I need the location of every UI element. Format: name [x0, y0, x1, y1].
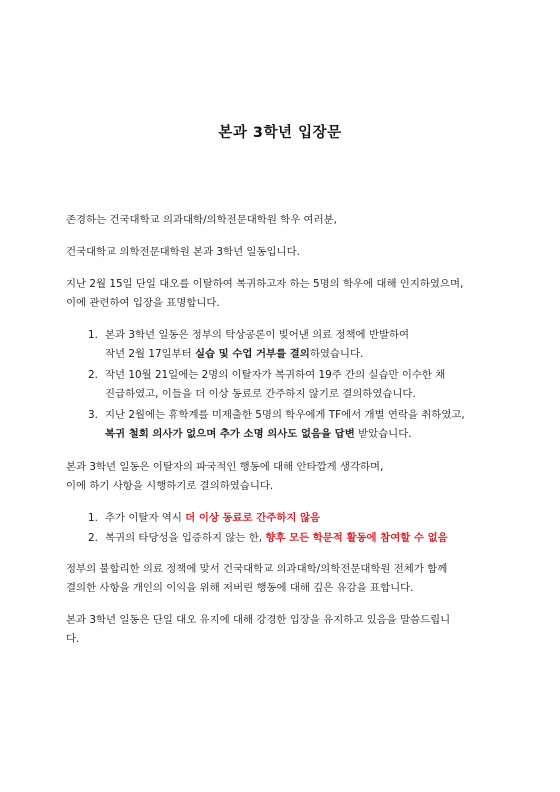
list-number: 2. [88, 369, 98, 381]
list-line: 작년 10월 21일에는 2명의 이탈자가 복귀하여 19주 간의 실습만 이수한 채 [105, 369, 446, 381]
bold-text: 실습 및 수업 거부를 결의 [194, 348, 310, 360]
paragraph-line: 이에 관련하여 입장을 표명합니다. [66, 297, 220, 309]
text-segment: 복귀의 타당성을 입증하지 않는 한, [105, 532, 266, 544]
paragraph-3 [66, 560, 526, 598]
text-segment: 하였습니다. [309, 348, 364, 360]
text-segment: 받았습니다. [354, 428, 412, 440]
list-body [105, 366, 445, 404]
text-segment: 추가 이탈자 역시 [105, 512, 186, 524]
intro-line: 건국대학교 의학전문대학원 본과 3학년 일동입니다. [66, 246, 300, 258]
paragraph-line: 정부의 불합리한 의료 정책에 맞서 건국대학교 의과대학/의학전문대학원 전체가 함께 [66, 563, 448, 575]
list-line [105, 425, 465, 444]
list-number: 1. [88, 512, 98, 524]
list-body [105, 406, 465, 444]
paragraph-2 [66, 458, 526, 496]
list-number: 2. [88, 532, 98, 544]
red-emphasis-text: 더 이상 동료로 간주하지 않음 [185, 512, 321, 524]
intro-paragraph [66, 243, 526, 262]
greeting-paragraph [66, 211, 526, 230]
paragraph-line: 결의한 사항을 개인의 이익을 위해 저버린 행동에 대해 깊은 유감을 표합니다. [66, 582, 414, 594]
paragraph-line: 다. [66, 633, 80, 645]
list-body [105, 509, 320, 528]
paragraph-line: 이에 하기 사항을 시행하기로 결의하였습니다. [66, 480, 274, 492]
list-body [105, 326, 409, 364]
list-line [105, 509, 320, 528]
red-emphasis-text: 향후 모든 학문적 활동에 참여할 수 없음 [265, 532, 448, 544]
paragraph-line: 본과 3학년 일동은 이탈자의 파국적인 행동에 대해 안타깝게 생각하며, [66, 461, 384, 473]
paragraph-4 [66, 611, 526, 649]
greeting-line: 존경하는 건국대학교 의과대학/의학전문대학원 학우 여러분, [66, 214, 337, 226]
list-line [105, 345, 409, 364]
paragraph-line: 지난 2월 15일 단일 대오를 이탈하여 복귀하고자 하는 5명의 학우에 대해 인지하였으며, [66, 278, 464, 290]
list-line: 지난 2월에는 휴학계를 미제출한 5명의 학우에게 TF에서 개별 연락을 취하였고, [105, 409, 465, 421]
list-line [105, 529, 448, 548]
paragraph-line: 본과 3학년 일동은 단일 대오 유지에 대해 강경한 입장을 유지하고 있음을 말씀드립니 [66, 614, 451, 626]
list-body [105, 529, 448, 548]
list-number: 3. [88, 409, 98, 421]
list-number: 1. [88, 329, 98, 341]
paragraph-1 [66, 275, 526, 313]
list-line: 진급하였고, 이들을 더 이상 동료로 간주하지 않기로 결의하였습니다. [105, 388, 416, 400]
document-title: 본과 3학년 입장문 [218, 125, 342, 141]
bold-text: 복귀 철회 의사가 없으며 추가 소명 의사도 없음을 답변 [105, 428, 355, 440]
text-segment: 작년 2월 17일부터 [105, 348, 195, 360]
list-line: 본과 3학년 일동은 정부의 탁상공론이 빚어낸 의료 정책에 반발하여 [105, 329, 410, 341]
